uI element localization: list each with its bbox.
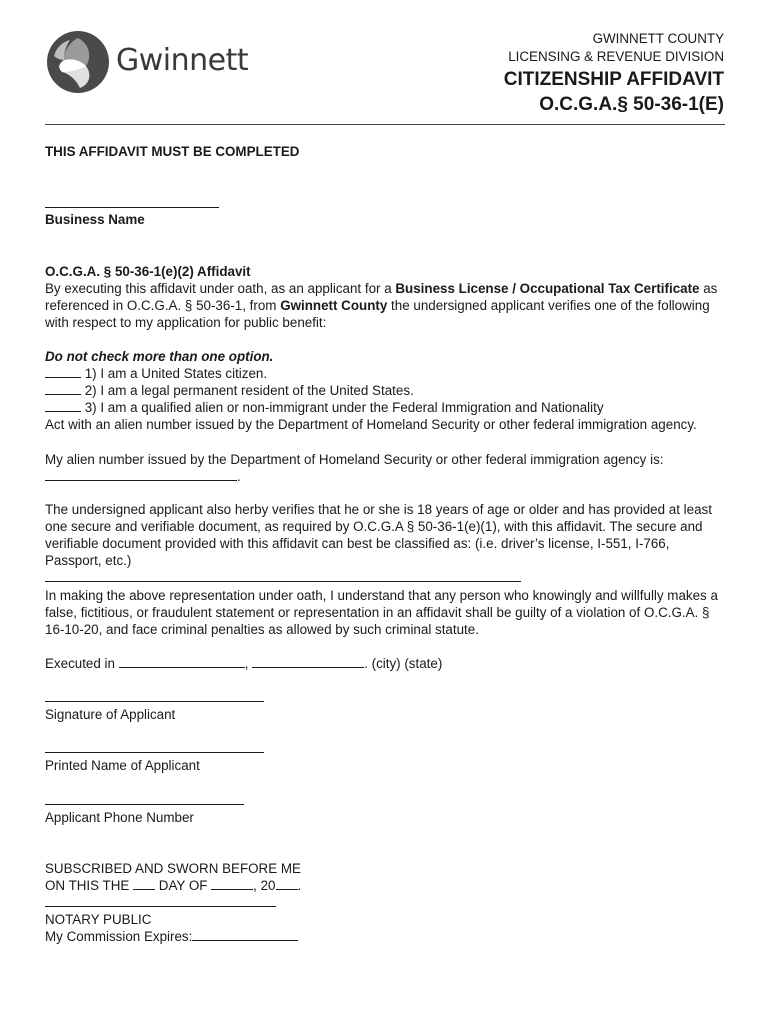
options-note: Do not check more than one option. <box>45 349 274 364</box>
gwinnett-logo <box>46 30 256 94</box>
intro-text-2: as referenced in O.C.G.A. § 50-36-1, from <box>45 281 718 313</box>
alien-number-period: . <box>237 469 241 484</box>
gwinnett-logo-mark-icon <box>46 30 110 94</box>
option-3-continued: Act with an alien number issued by the Department of Homeland Security or other federal immigration agency. <box>45 417 697 432</box>
oath-paragraph: In making the above representation under oath, I understand that any person who knowingly and willfully makes a false, fictitious, or fraudulent statement or representation in an affidavit shall be guilty of a violation of O.C.G.A. § 16-10-20, and face criminal penalties as allowed by such criminal statute. <box>45 588 718 637</box>
city-field[interactable] <box>119 655 245 668</box>
sworn-on-this: ON THIS THE <box>45 878 130 893</box>
option-3-label: 3) I am a qualified alien or non-immigrant under the Federal Immigration and Nationality <box>84 400 604 415</box>
notary-label: NOTARY PUBLIC <box>45 912 152 927</box>
section-title: O.C.G.A. § 50-36-1(e)(2) Affidavit <box>45 264 251 279</box>
commission-label: My Commission Expires: <box>45 929 193 944</box>
alien-number-field[interactable] <box>45 468 237 481</box>
option-1-label: 1) I am a United States citizen. <box>84 366 268 381</box>
option-1 <box>45 365 729 382</box>
option-3-checkline[interactable] <box>45 399 81 412</box>
sworn-year-prefix: , 20 <box>253 878 276 893</box>
option-2-checkline[interactable] <box>45 382 81 395</box>
sworn-end: . <box>297 878 302 893</box>
option-3 <box>45 399 729 416</box>
completion-notice: THIS AFFIDAVIT MUST BE COMPLETED <box>45 144 300 159</box>
intro-text-3: the undersigned applicant verifies one of the following with respect to my application for public benefit: <box>45 298 710 330</box>
executed-label: Executed in <box>45 656 115 671</box>
phone-label: Applicant Phone Number <box>45 810 194 825</box>
sworn-line-1: SUBSCRIBED AND SWORN BEFORE ME <box>45 861 301 876</box>
document-type-field[interactable] <box>45 570 521 582</box>
intro-county: Gwinnett County <box>280 298 388 313</box>
business-name-field[interactable] <box>45 196 219 208</box>
sworn-day-of: DAY OF <box>158 878 208 893</box>
logo-wordmark: Gwinnett <box>116 43 249 78</box>
notary-signature-field[interactable] <box>45 895 276 907</box>
commission-row <box>45 928 729 945</box>
month-field[interactable] <box>211 877 253 890</box>
signature-field[interactable] <box>45 690 264 702</box>
signature-label: Signature of Applicant <box>45 707 176 722</box>
header-divider <box>45 124 725 125</box>
alien-number-row <box>45 468 729 485</box>
form-code: O.C.G.A.§ 50-36-1(E) <box>539 94 724 115</box>
county-name: GWINNETT COUNTY <box>592 31 724 46</box>
executed-comma: , <box>244 656 249 671</box>
year-field[interactable] <box>276 877 298 890</box>
executed-suffix: . (city) (state) <box>364 656 443 671</box>
option-2-label: 2) I am a legal permanent resident of the United States. <box>84 383 414 398</box>
day-field[interactable] <box>133 877 155 890</box>
intro-text-1: By executing this affidavit under oath, as an applicant for a <box>45 281 396 296</box>
alien-number-text: My alien number issued by the Department of Homeland Security or other federal immigration agency is: <box>45 452 664 467</box>
printed-name-label: Printed Name of Applicant <box>45 758 200 773</box>
intro-paragraph <box>45 280 729 331</box>
executed-row <box>45 655 729 672</box>
verification-paragraph: The undersigned applicant also herby verifies that he or she is 18 years of age or older and has provided at least one secure and verifiable document, as required by O.C.G.A § 50-36-1(e)(1), with this affidavit. The secure and verifiable document provided with this affidavit can best be classified as: (i.e. driver’s license, I-551, I-766, Passport, etc.) <box>45 502 712 568</box>
option-1-checkline[interactable] <box>45 365 81 378</box>
intro-license-type: Business License / Occupational Tax Certificate <box>395 281 700 296</box>
option-2 <box>45 382 729 399</box>
phone-field[interactable] <box>45 793 244 805</box>
division-name: LICENSING & REVENUE DIVISION <box>508 49 724 64</box>
state-field[interactable] <box>252 655 364 668</box>
sworn-line-2 <box>45 877 729 894</box>
business-name-label: Business Name <box>45 212 145 227</box>
printed-name-field[interactable] <box>45 741 264 753</box>
form-title: CITIZENSHIP AFFIDAVIT <box>503 69 724 90</box>
commission-date-field[interactable] <box>192 928 298 941</box>
